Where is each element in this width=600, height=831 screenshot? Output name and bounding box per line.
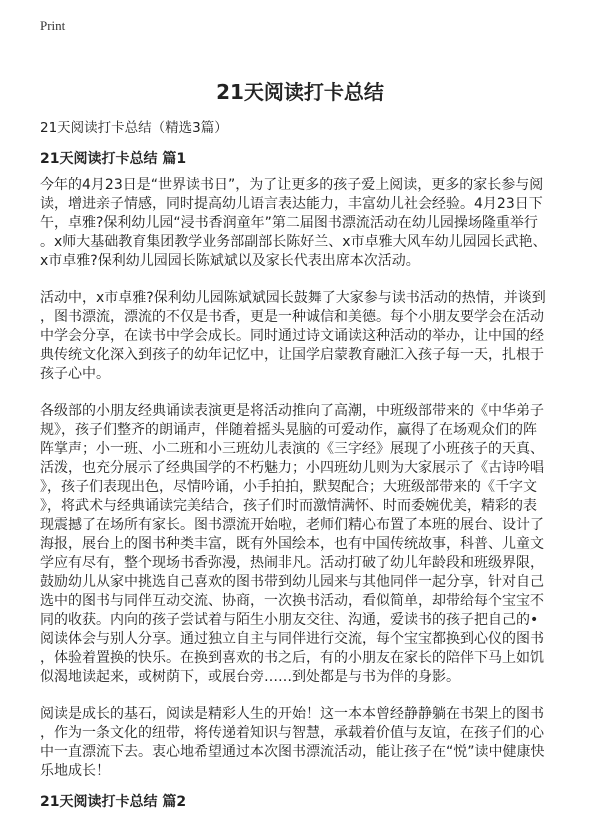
text-line: 读，增进亲子情感，同时提高幼儿语言表达能力，丰富幼儿社会经验。4月23日下 xyxy=(40,196,543,212)
page-title: 21天阅读打卡总结 xyxy=(216,80,384,104)
document-subtitle: 21天阅读打卡总结（精选3篇） xyxy=(40,120,228,136)
text-line: ，体验着置换的快乐。在换到喜欢的书之后，有的小朋友在家长的陪伴下马上如饥 xyxy=(40,650,544,666)
text-line: 今年的4月23日是“世界读书日”，为了让更多的孩子爱上阅读，更多的家长参与阅 xyxy=(40,177,544,193)
text-line: 似渴地读起来，或树荫下，或展台旁……到处都是与书为伴的身影。 xyxy=(40,669,460,685)
text-line: 阵掌声；小一班、小二班和小三班幼儿表演的《三字经》展现了小班孩子的天真、 xyxy=(40,441,544,457)
paragraph-1 xyxy=(40,176,570,271)
text-line: 学应有尽有，整个现场书香弥漫，热闹非凡。活动打破了幼儿年龄段和班级界限， xyxy=(40,555,544,571)
text-line: 阅读体会与别人分享。通过独立自主与同伴进行交流，每个宝宝都换到心仪的图书 xyxy=(40,631,544,647)
text-line: 孩子心中。 xyxy=(40,366,110,382)
text-line: ，图书漂流，漂流的不仅是书香，更是一种诚信和美德。每个小朋友要学会在活动 xyxy=(40,309,544,325)
text-line: 》，孩子们表现出色，尽情吟诵，小手拍拍，默契配合；大班级部带来的《千字文 xyxy=(40,479,537,495)
text-line: 乐地成长！ xyxy=(40,763,110,779)
paragraph-3 xyxy=(40,402,570,687)
text-line: 中一直漂流下去。衷心地希望通过本次图书漂流活动，能让孩子在“悦”读中健康快 xyxy=(40,744,545,760)
print-link[interactable]: Print xyxy=(40,18,66,33)
text-line: 选中的图书与同伴互动交流、协商，一次换书活动，看似简单，却带给每个宝宝不 xyxy=(40,593,544,609)
section-heading-1: 21天阅读打卡总结 篇1 xyxy=(40,151,187,167)
text-line: 阅读是成长的基石，阅读是精彩人生的开始！这一本本曾经静静躺在书架上的图书 xyxy=(40,706,544,722)
text-line: 。x师大基础教育集团教学业务部副部长陈好兰、x市卓雅大风车幼儿园园长武艳、 xyxy=(40,234,547,250)
text-line: 活动中，x市卓雅?保利幼儿园陈斌斌园长鼓舞了大家参与读书活动的热情，并谈到 xyxy=(40,290,546,306)
section-heading-2: 21天阅读打卡总结 篇2 xyxy=(40,794,187,810)
text-line: 》，将武术与经典诵读完美结合，孩子们时而激情满怀、时而委婉优美，精彩的表 xyxy=(40,498,537,514)
text-line: 午，卓雅?保利幼儿园“浸书香润童年”第二届图书漂流活动在幼儿园操场隆重举行 xyxy=(40,215,538,231)
text-line: x市卓雅?保利幼儿园园长陈斌斌以及家长代表出席本次活动。 xyxy=(40,253,420,269)
paragraph-2 xyxy=(40,289,570,384)
text-line: 中学会分享，在读书中学会成长。同时通过诗文诵读这种活动的举办，让中国的经 xyxy=(40,328,544,344)
text-line: 鼓励幼儿从家中挑选自己喜欢的图书带到幼儿园来与其他同伴一起分享，针对自己 xyxy=(40,574,544,590)
text-line: 各级部的小朋友经典诵读表演更是将活动推向了高潮，中班级部带来的《中华弟子 xyxy=(40,403,544,419)
paragraph-4 xyxy=(40,705,570,781)
text-line: 典传统文化深入到孩子的幼年记忆中，让国学启蒙教育融汇入孩子每一天，扎根于 xyxy=(40,347,544,363)
text-line: 同的收获。内向的孩子尝试着与陌生小朋友交往、沟通，爱读书的孩子把自己的• xyxy=(40,612,539,628)
text-line: 海报，展台上的图书种类丰富，既有外国绘本，也有中国传统故事，科普、儿童文 xyxy=(40,536,544,552)
text-line: ，作为一条文化的纽带，将传递着知识与智慧，承载着价值与友谊，在孩子们的心 xyxy=(40,725,544,741)
text-line: 活泼，也充分展示了经典国学的不朽魅力；小四班幼儿则为大家展示了《古诗吟唱 xyxy=(40,460,544,476)
text-line: 现震撼了在场所有家长。图书漂流开始啦，老师们精心布置了本班的展台、设计了 xyxy=(40,517,544,533)
text-line: 规》，孩子们整齐的朗诵声，伴随着摇头晃脑的可爱动作，赢得了在场观众们的阵 xyxy=(40,422,537,438)
